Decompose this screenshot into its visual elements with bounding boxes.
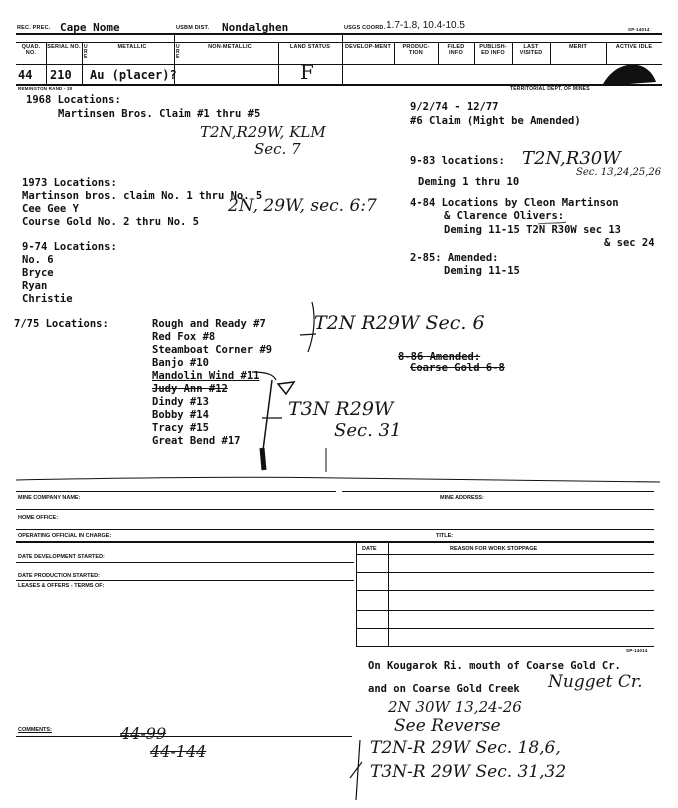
handwritten-775-t2n: T2N R29W Sec. 6 [314,312,485,334]
locations-974-item: Christie [22,293,73,305]
bracket-mark [252,372,276,380]
handwritten-1968: T2N,R29W, KLM [200,123,326,141]
right-484-line2: & Clarence Olivers: [444,210,565,222]
col-development: DEVELOP-MENT [344,44,392,50]
bracket-mark [262,380,272,458]
corner-blot [602,64,656,86]
comments-label: COMMENTS: [18,727,52,733]
handwritten-775-t3n: T3N R29W [288,398,394,420]
col-active-idle: ACTIVE IDLE [615,44,653,50]
bracket-end [262,448,264,470]
locations-1968-line: Martinsen Bros. Claim #1 thru #5 [58,108,261,120]
col-priority-u-r-e-2: U R E [176,44,180,60]
col-quad-no: QUAD. NO. [21,44,41,56]
rec-prec-value: Cape Nome [60,21,120,34]
operating-official-label: OPERATING OFFICIAL IN CHARGE: [18,533,112,539]
handwritten-1968-sec: Sec. 7 [254,140,301,158]
handwritten-note-4: T3N-R 29W Sec. 31,32 [370,762,567,782]
form-number: SP-14014 [628,27,650,32]
locations-775-heading: 7/75 Locations: [14,318,109,330]
handwritten-note-3: T2N-R 29W Sec. 18,6, [370,738,561,758]
note-line1: On Kougarok Ri. mouth of Coarse Gold Cr. [368,660,621,672]
claim-item: Great Bend #17 [152,435,241,447]
claim-item: Rough and Ready #7 [152,318,266,330]
locations-1973-line2: Cee Gee Y [22,203,79,215]
note-line2: and on Coarse Gold Creek [368,683,520,695]
form-number-2: SP-14014 [626,648,648,653]
col-land-status: LAND STATUS [289,44,331,50]
usgs-coord-value: 1.7-1.8, 10.4-10.5 [386,20,465,31]
handwritten-983-sec: Sec. 13,24,25,26 [576,167,662,178]
date-development-label: DATE DEVELOPMENT STARTED: [18,554,105,560]
quad-value: 44 [18,68,33,82]
col-filed-info: FILED INFO [447,44,465,56]
right-484-line4: & sec 24 [604,237,655,249]
claim-item: Red Fox #8 [152,331,216,343]
serial-value: 210 [50,68,72,82]
rec-prec-label: REC. PREC. [17,25,51,31]
land-status-value: F [300,60,314,84]
usbm-dist-label: USBM DIST. [176,25,210,31]
pen-mark [538,222,566,224]
col-last-visited: LAST VISITED [519,44,543,56]
sub-left-label: REMINGTON RAND - 20 [18,86,73,91]
note-bracket [350,762,362,778]
right-1974-line1: 9/2/74 - 12/77 [410,101,499,113]
right-886-line2: Coarse Gold 6-8 [410,362,505,374]
handwritten-comment-2: 44-144 [150,742,207,761]
locations-1973-line1: Martinson bros. claim No. 1 thru No. 5 [22,190,263,202]
right-285-line1: 2-85: Amended: [410,252,499,264]
locations-974-item: Ryan [22,280,48,292]
locations-974-item: Bryce [22,267,54,279]
claim-item: Dindy #13 [152,396,209,408]
handwritten-775-sec: Sec. 31 [334,420,402,441]
col-merit: MERIT [568,44,588,50]
right-886-line1: 8-86 Amended: [398,351,481,363]
right-983-line2: Deming 1 thru 10 [418,176,520,188]
locations-1973-line3: Course Gold No. 2 thru No. 5 [22,216,200,228]
claim-item: Banjo #10 [152,357,209,369]
locations-1973-heading: 1973 Locations: [22,177,117,189]
handwritten-983: T2N,R30W [522,148,621,169]
handwritten-nugget: Nugget Cr. [548,672,643,692]
col-production: PRODUC-TION [402,44,430,56]
col-priority-u-r-e: U R E [84,44,88,60]
home-office-label: HOME OFFICE: [18,515,59,521]
handwritten-1973: 2N, 29W, sec. 6:7 [228,196,377,216]
usgs-coord-label: USGS COORD. [344,25,386,31]
flag-mark [278,382,294,394]
title-label: TITLE: [436,533,454,539]
col-nonmetallic: NON-METALLIC [208,44,252,50]
sub-right-label: TERRITORIAL DEPT. OF MINES [510,86,590,92]
col-serial-no: SERIAL NO. [47,44,81,50]
date-col-header: DATE [362,546,377,552]
mine-address-label: MINE ADDRESS: [440,495,484,501]
claim-item: Steamboat Corner #9 [152,344,273,356]
right-983-line1: 9-83 locations: [410,155,505,167]
metallic-value: Au (placer)? [90,68,177,82]
right-484-line3: Deming 11-15 T2N R30W sec 13 [444,224,622,236]
mine-company-label: MINE COMPANY NAME: [18,495,81,501]
right-1974-line2: #6 Claim (Might be Amended) [410,115,581,127]
claim-item: Judy Ann #12 [152,383,228,395]
claim-item: Mandolin Wind #11 [152,370,260,382]
page-scribble [16,477,660,482]
leases-label: LEASES & OFFERS - TERMS OF: [18,583,105,589]
claim-item: Bobby #14 [152,409,209,421]
col-published-info: PUBLISH-ED INFO [479,44,507,56]
usbm-dist-value: Nondalghen [222,21,289,34]
handwritten-note-2: See Reverse [394,716,501,736]
locations-974-heading: 9-74 Locations: [22,241,117,253]
locations-974-item: No. 6 [22,254,54,266]
right-285-line2: Deming 11-15 [444,265,520,277]
reason-col-header: REASON FOR WORK STOPPAGE [450,546,538,552]
claim-item: Tracy #15 [152,422,209,434]
bracket-tick [300,334,316,335]
handwritten-comment-1: 44-99 [120,724,167,743]
handwritten-note-1: 2N 30W 13,24-26 [388,698,522,716]
date-production-label: DATE PRODUCTION STARTED: [18,573,100,579]
right-484-line1: 4-84 Locations by Cleon Martinson [410,197,619,209]
col-metallic: METALLIC [117,44,147,50]
bracket-mark [308,302,314,352]
locations-1968-heading: 1968 Locations: [26,94,121,106]
